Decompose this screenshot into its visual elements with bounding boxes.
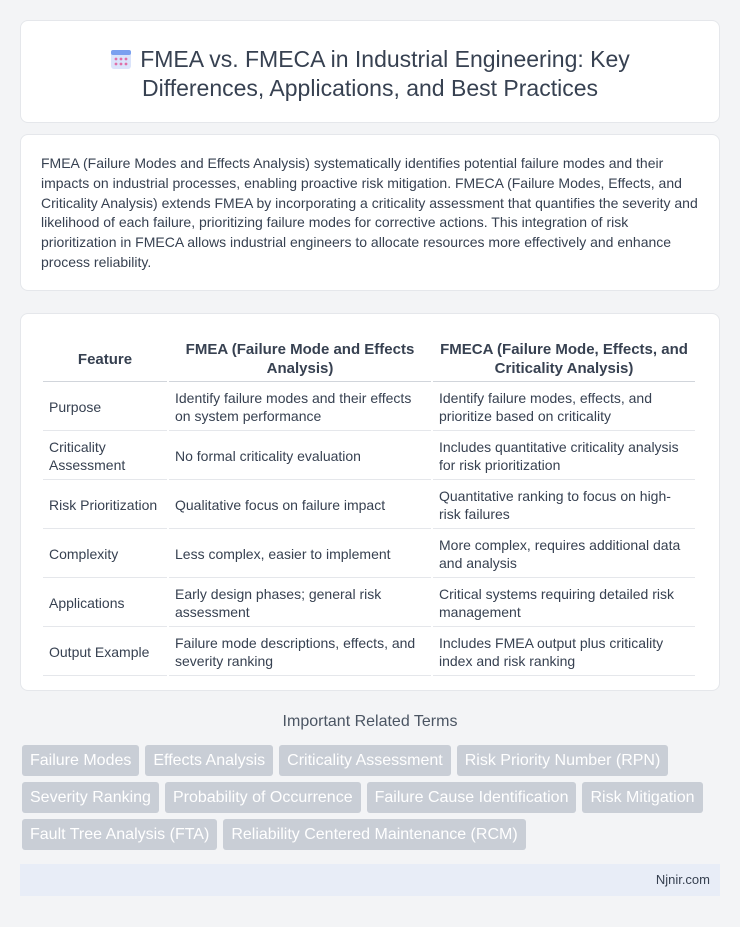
table-cell-fmeca: Includes FMEA output plus criticality index and risk ranking [433,629,695,676]
header-fmea: FMEA (Failure Mode and Effects Analysis) [169,337,431,382]
tag-effects-analysis[interactable]: Effects Analysis [145,745,273,776]
comparison-table [41,335,697,678]
table-row [43,433,695,480]
table-cell-feature: Criticality Assessment [43,433,167,480]
table-cell-fmea: No formal criticality evaluation [169,433,431,480]
header-fmeca: FMECA (Failure Mode, Effects, and Criticality Analysis) [433,337,695,382]
tag-row [22,745,722,776]
table-cell-fmea: Identify failure modes and their effects on system performance [169,384,431,431]
related-terms-title: Important Related Terms [282,713,458,730]
table-cell-fmeca: Critical systems requiring detailed risk management [433,580,695,627]
tag-risk-mitigation[interactable]: Risk Mitigation [582,782,702,813]
table-cell-fmeca: Identify failure modes, effects, and prioritize based on criticality [433,384,695,431]
table-row [43,629,695,676]
page-title-wrap [21,45,719,103]
tag-criticality-assessment[interactable]: Criticality Assessment [279,745,451,776]
intro-card [20,134,720,291]
table-row [43,482,695,529]
table-cell-fmeca: More complex, requires additional data and analysis [433,531,695,578]
comparison-card [20,313,720,691]
table-header-row [43,337,695,382]
table-row [43,580,695,627]
page-title: FMEA vs. FMECA in Industrial Engineering: Key Differences, Applications, and Best Practices [140,46,630,101]
table-cell-fmea: Less complex, easier to implement [169,531,431,578]
header-feature: Feature [43,337,167,382]
table-cell-feature: Purpose [43,384,167,431]
intro-paragraph: FMEA (Failure Modes and Effects Analysis) systematically identifies potential failure modes and their impacts on industrial processes, enabling proactive risk mitigation. FMECA (Failure Modes, Effects, and Criticality Analysis) extends FMEA by incorporating a criticality assessment that quantifies the severity and likelihood of each failure, prioritizing failure modes for corrective actions. This integration of risk prioritization in FMECA allows industrial engineers to allocate resources more effectively and enhance process reliability. [41,155,698,270]
table-cell-fmea: Failure mode descriptions, effects, and severity ranking [169,629,431,676]
footer-site-link[interactable]: Njnir.com [655,872,710,887]
table-cell-feature: Risk Prioritization [43,482,167,529]
table-row [43,531,695,578]
title-card [20,20,720,123]
tag-rcm[interactable]: Reliability Centered Maintenance (RCM) [223,819,525,850]
table-cell-feature: Applications [43,580,167,627]
tag-severity-ranking[interactable]: Severity Ranking [22,782,159,813]
tag-probability-of-occurrence[interactable]: Probability of Occurrence [165,782,361,813]
footer [20,864,720,896]
table-cell-feature: Complexity [43,531,167,578]
tag-row [22,782,722,813]
calendar-grid-icon [110,48,132,70]
tag-fta[interactable]: Fault Tree Analysis (FTA) [22,819,217,850]
table-cell-fmeca: Quantitative ranking to focus on high-risk failures [433,482,695,529]
tag-row [22,819,722,850]
tag-failure-modes[interactable]: Failure Modes [22,745,139,776]
table-row [43,384,695,431]
tag-failure-cause-identification[interactable]: Failure Cause Identification [367,782,577,813]
related-terms-tags [22,745,722,856]
table-cell-fmeca: Includes quantitative criticality analysis for risk prioritization [433,433,695,480]
tag-rpn[interactable]: Risk Priority Number (RPN) [457,745,669,776]
table-cell-feature: Output Example [43,629,167,676]
table-cell-fmea: Qualitative focus on failure impact [169,482,431,529]
table-cell-fmea: Early design phases; general risk assessment [169,580,431,627]
